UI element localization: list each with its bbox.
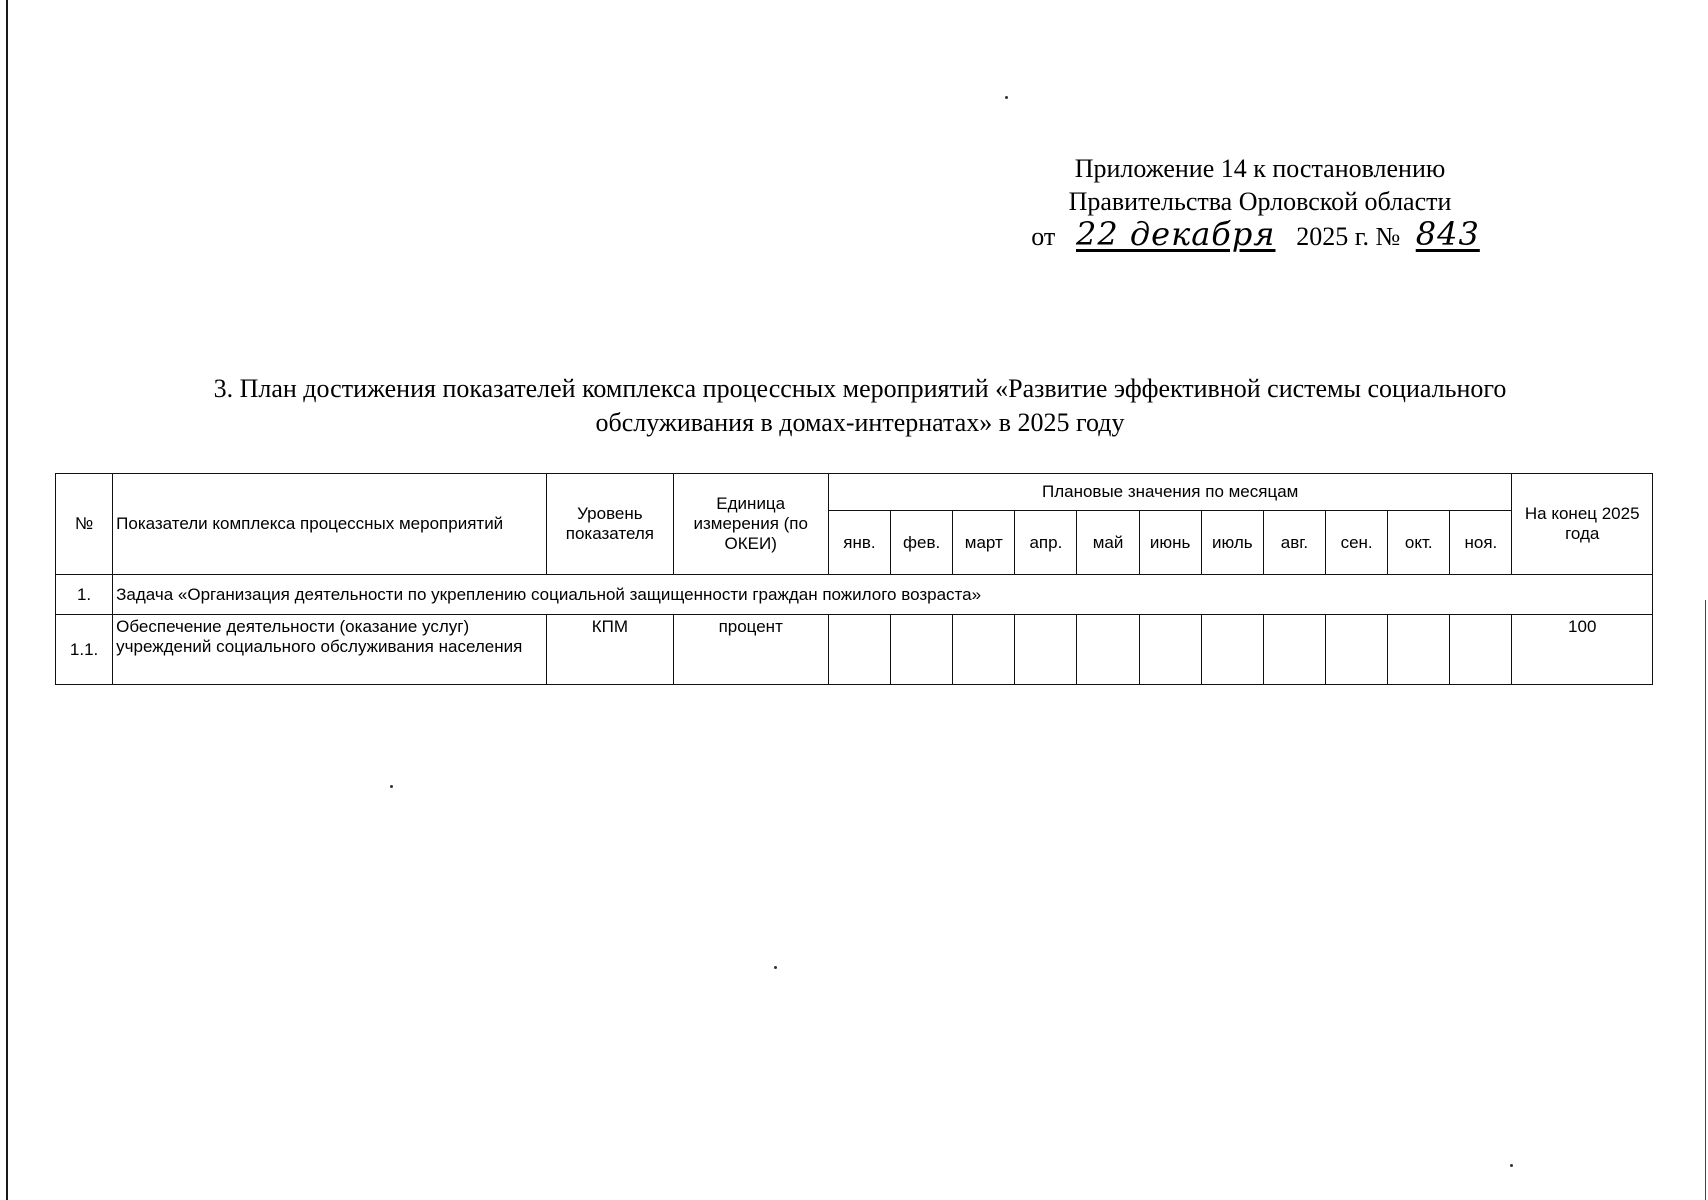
scan-right-edge	[1705, 600, 1706, 1200]
header-unit: Единица измерения (по ОКЕИ)	[673, 474, 828, 575]
document-title	[60, 372, 1660, 440]
row-num: 1.1.	[56, 615, 113, 685]
month-cell	[891, 615, 953, 685]
month-cell	[1326, 615, 1388, 685]
scan-speck	[774, 966, 777, 969]
title-line-2: обслуживания в домах-интернатах» в 2025 году	[595, 408, 1125, 437]
header-month: сен.	[1326, 511, 1388, 575]
header-month: июнь	[1139, 511, 1201, 575]
header-month: июль	[1201, 511, 1263, 575]
month-cell	[1015, 615, 1077, 685]
header-month: авг.	[1263, 511, 1325, 575]
header-end: На конец 2025 года	[1512, 474, 1653, 575]
handwritten-number: 843	[1415, 215, 1480, 253]
appendix-line-1: Приложение 14 к постановлению	[1074, 154, 1446, 183]
appendix-year: 2025 г. №	[1296, 222, 1401, 251]
appendix-line-2: Правительства Орловской области	[1068, 187, 1452, 216]
header-indicator: Показатели комплекса процессных мероприятий	[113, 474, 547, 575]
appendix-prefix: от	[1031, 222, 1056, 251]
header-month: ноя.	[1450, 511, 1512, 575]
month-cell	[1263, 615, 1325, 685]
month-cell	[1450, 615, 1512, 685]
header-month: май	[1077, 511, 1139, 575]
handwritten-date: 22 декабря	[1075, 215, 1276, 253]
month-cell	[1077, 615, 1139, 685]
title-line-1: 3. План достижения показателей комплекса процессных мероприятий «Развитие эффективной системы социального	[213, 374, 1507, 403]
month-cell	[1139, 615, 1201, 685]
header-level: Уровень показателя	[547, 474, 673, 575]
month-cell	[1201, 615, 1263, 685]
appendix-header	[1000, 152, 1520, 253]
plan-table	[55, 473, 1653, 685]
row-end-value: 100	[1512, 615, 1653, 685]
header-month: фев.	[891, 511, 953, 575]
scan-speck	[390, 785, 393, 788]
row-level: КПМ	[547, 615, 673, 685]
scan-speck	[1005, 96, 1008, 99]
header-month: март	[953, 511, 1015, 575]
row-indicator: Обеспечение деятельности (оказание услуг) учреждений социального обслуживания населения	[113, 615, 547, 685]
month-cell	[1388, 615, 1450, 685]
month-cell	[828, 615, 890, 685]
header-num: №	[56, 474, 113, 575]
header-monthly: Плановые значения по месяцам	[828, 474, 1512, 511]
scan-left-edge	[6, 0, 8, 1200]
appendix-line-3	[1000, 215, 1520, 253]
task-row	[56, 575, 1653, 615]
month-cell	[953, 615, 1015, 685]
task-text: Задача «Организация деятельности по укреплению социальной защищенности граждан пожилого возраста»	[113, 575, 1653, 615]
row-unit: процент	[673, 615, 828, 685]
header-month: янв.	[828, 511, 890, 575]
task-num: 1.	[56, 575, 113, 615]
header-month: окт.	[1388, 511, 1450, 575]
header-month: апр.	[1015, 511, 1077, 575]
table-row	[56, 615, 1653, 685]
scan-speck	[1510, 1164, 1513, 1167]
